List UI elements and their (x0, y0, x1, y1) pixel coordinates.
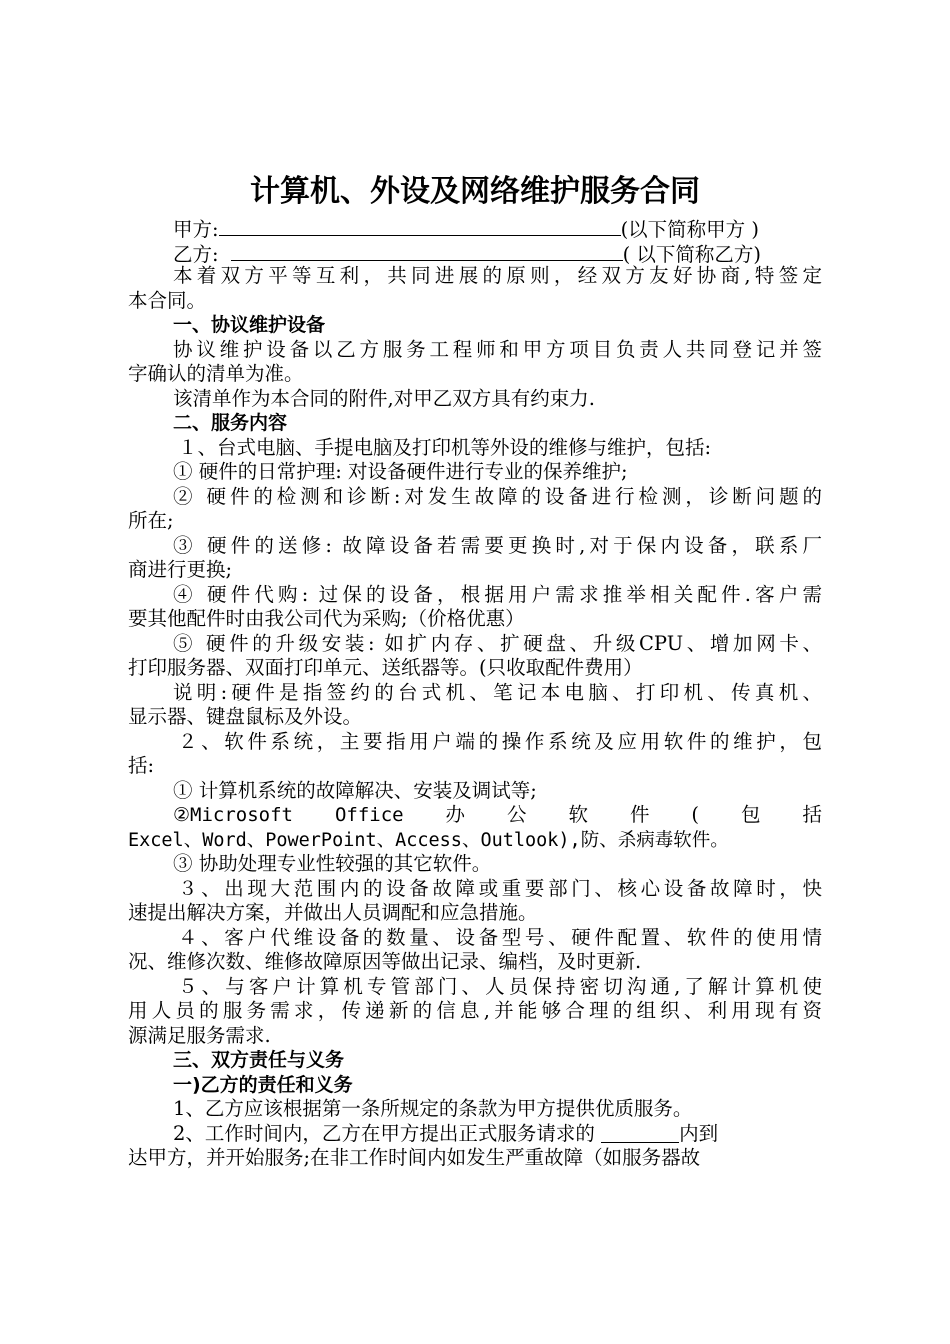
response-time-blank (601, 1122, 679, 1143)
intro-line-1: 本着双方平等互利，共同进展的原则，经双方友好协商,特签定 (173, 264, 822, 287)
party-a-blank (219, 215, 621, 236)
hardware-sub-1: ① 硬件的日常护理: 对设备硬件进行专业的保养维护; (173, 460, 628, 483)
party-a-suffix: (以下简称甲方 ) (620, 218, 759, 241)
hardware-sub-3-line-1: ③ 硬件的送修: 故障设备若需要更换时,对于保内设备，联系厂 (173, 533, 822, 557)
service-item-5-line-3: 源满足服务需求. (128, 1023, 271, 1047)
section-1-p1-line-2: 字确认的清单为准。 (128, 362, 304, 385)
service-item-1: １、台式电脑、手提电脑及打印机等外设的维修与维护，包括: (178, 435, 712, 459)
party-b-line (128, 240, 822, 265)
hardware-note-line-1: 说明:硬件是指签约的台式机、笔记本电脑、打印机、传真机、 (173, 680, 822, 704)
section-3-heading: 三、双方责任与义务 (173, 1049, 345, 1071)
party-b-label: 乙方: (173, 242, 219, 266)
hardware-sub-4-line-2: 要其他配件时由我公司代为采购;（价格优惠） (128, 607, 525, 630)
hardware-sub-2-line-1: ② 硬件的检测和诊断:对发生故障的设备进行检测，诊断问题的 (173, 484, 822, 508)
party-b-blank (231, 240, 623, 261)
hardware-sub-4-line-1: ④ 硬件代购: 过保的设备，根据用户需求推举相关配件.客户需 (173, 582, 822, 606)
service-item-5-line-2: 用人员的服务需求，传递新的信息,并能够合理的组织、利用现有资 (128, 999, 822, 1022)
responsibility-2-tail: 内到 (679, 1121, 719, 1145)
sw2-word: 公 (507, 803, 527, 826)
sw2-word: 包 (740, 803, 761, 826)
hardware-sub-5-line-2: 打印服务器、双面打印单元、送纸器等。(只收取配件费用） (128, 656, 643, 679)
hardware-sub-3-line-2: 商进行更换; (128, 558, 233, 581)
service-item-3-line-2: 速提出解决方案，并做出人员调配和应急措施。 (128, 901, 538, 924)
service-item-3-line-1: ３、出现大范围内的设备故障或重要部门、核心设备故障时，快 (178, 876, 822, 900)
responsibility-2-line-1 (128, 1122, 822, 1147)
service-item-2-line-2: 括: (128, 754, 155, 777)
intro-line-2: 本合同。 (128, 288, 207, 312)
service-item-2-line-1: ２、软件系统，主要指用户端的操作系统及应用软件的维护，包 (178, 729, 822, 753)
sw2-word: Office (334, 804, 404, 826)
sw2-word: ②Microsoft (173, 804, 293, 826)
software-sub-3: ③ 协助处理专业性较强的其它软件。 (173, 852, 492, 875)
document-title: 计算机、外设及网络维护服务合同 (250, 174, 700, 209)
sw2-word: 办 (445, 803, 466, 826)
responsibility-2-line-2: 达甲方，并开始服务;在非工作时间内如发生严重故障（如服务器故 (128, 1146, 701, 1169)
sw2-word: 软 (568, 803, 588, 826)
section-2-heading: 二、服务内容 (173, 412, 288, 434)
sw2-word: ( (691, 803, 700, 826)
service-item-4-line-2: 况、维修次数、维修故障原因等做出记录、编档，及时更新. (128, 950, 642, 973)
contract-body (128, 215, 822, 1171)
section-1-heading: 一、协议维护设备 (173, 314, 326, 336)
responsibility-1: 1、乙方应该根据第一条所规定的条款为甲方提供优质服务。 (173, 1097, 693, 1120)
hardware-sub-5-line-1: ⑤ 硬件的升级安装: 如扩内存、扩硬盘、升级CPU、增加网卡、 (173, 631, 822, 655)
sw2-word: 件 (629, 803, 650, 826)
party-a-label: 甲方: (173, 218, 219, 241)
responsibility-2-text: 2、工作时间内，乙方在甲方提出正式服务请求的 (173, 1121, 602, 1145)
party-b-suffix: ( 以下简称乙方) (622, 242, 761, 266)
software-sub-1: ① 计算机系统的故障解决、安装及调试等; (173, 778, 537, 802)
software-sub-2-text: Excel、Word、PowerPoint、Access、Outlook),防、杀病毒软件。 (128, 829, 729, 851)
sw2-word: 括 (802, 803, 822, 826)
service-item-4-line-1: ４、客户代维设备的数量、设备型号、硬件配置、软件的使用情 (178, 925, 822, 949)
hardware-note-line-2: 显示器、键盘鼠标及外设。 (128, 705, 363, 728)
software-sub-2-line-2 (128, 828, 822, 853)
section-1-p2: 该清单作为本合同的附件,对甲乙双方具有约束力. (173, 386, 595, 410)
hardware-sub-2-line-2: 所在; (128, 509, 174, 532)
service-item-5-line-1: ５、与客户计算机专管部门、人员保持密切沟通,了解计算机使 (178, 974, 822, 998)
party-a-line (128, 215, 822, 240)
section-3-subheading: 一)乙方的责任和义务 (173, 1073, 353, 1096)
software-sub-2-line-1 (128, 803, 822, 828)
section-1-p1-line-1: 协议维护设备以乙方服务工程师和甲方项目负责人共同登记并签 (173, 337, 822, 361)
